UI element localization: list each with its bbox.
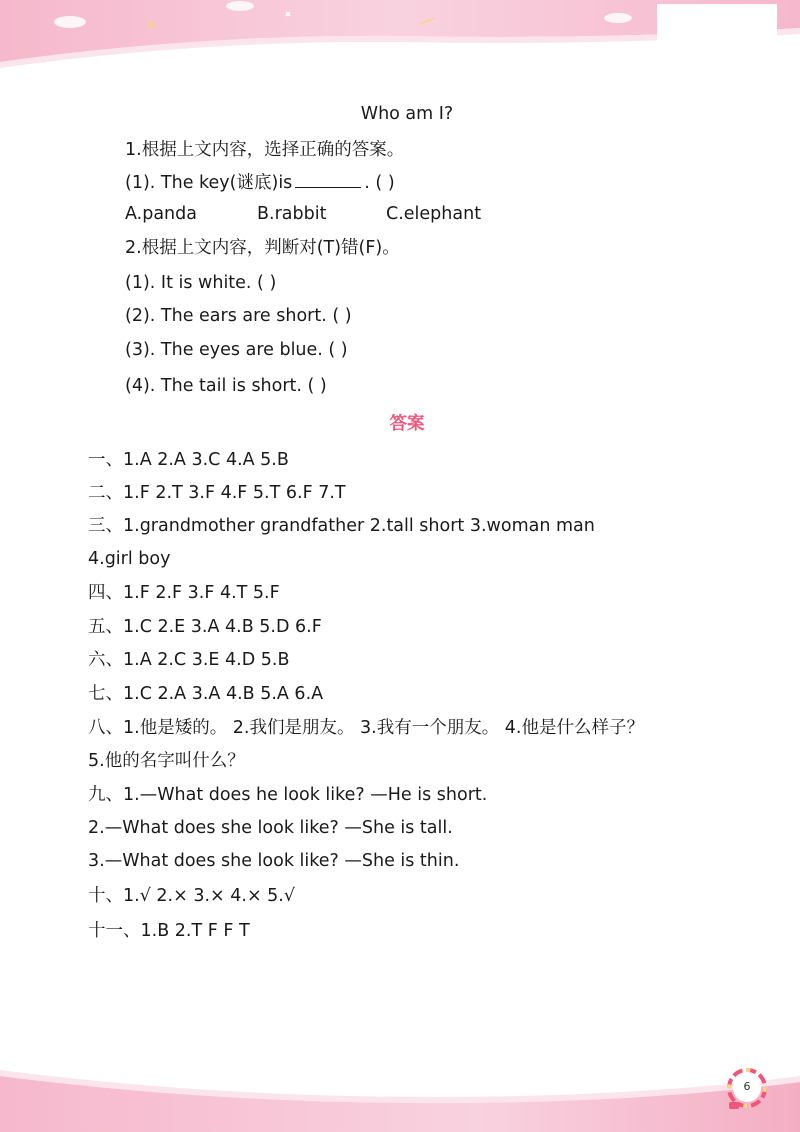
tf-item: (1). It is white. ( )	[125, 273, 277, 293]
answer-line: 2.—What does she look like? —She is tall.	[88, 818, 453, 838]
answer-line: 七、1.C 2.A 3.A 4.B 5.A 6.A	[88, 684, 324, 704]
answer-line: 4.girl boy	[88, 549, 171, 569]
answer-line: 二、1.F 2.T 3.F 4.F 5.T 6.F 7.T	[88, 483, 346, 503]
question-1-1-prefix: (1). The key(谜底)is	[125, 173, 293, 193]
answer-line: 八、1.他是矮的。 2.我们是朋友。 3.我有一个朋友。 4.他是什么样子？	[88, 718, 644, 738]
answer-line: 一、1.A 2.A 3.C 4.A 5.B	[88, 450, 289, 470]
answer-line: 5.他的名字叫什么？	[88, 751, 245, 771]
answer-line: 3.—What does she look like? —She is thin.	[88, 851, 460, 871]
tf-item: (3). The eyes are blue. ( )	[125, 340, 348, 360]
page-number: 6	[743, 1080, 751, 1093]
option-c: C.elephant	[386, 204, 482, 224]
section2-instruction: 2.根据上文内容，判断对(T)错(F)。	[125, 238, 400, 258]
answer-line: 四、1.F 2.F 3.F 4.T 5.F	[88, 583, 280, 603]
answer-line: 十、1.√ 2.× 3.× 4.× 5.√	[88, 886, 296, 906]
bottom-decorative-banner	[0, 1062, 800, 1132]
option-b: B.rabbit	[257, 204, 327, 224]
answer-line: 五、1.C 2.E 3.A 4.B 5.D 6.F	[88, 617, 322, 637]
section1-instruction: 1.根据上文内容，选择正确的答案。	[125, 140, 405, 160]
page-title: Who am I?	[360, 104, 454, 124]
answer-heading: 答案	[389, 414, 425, 434]
tf-item: (4). The tail is short. ( )	[125, 376, 327, 396]
answer-blank	[295, 173, 361, 188]
option-a: A.panda	[125, 204, 197, 224]
question-1-1-suffix: . ( )	[364, 173, 395, 193]
corner-label-box	[657, 4, 777, 44]
question-1-1	[125, 172, 395, 194]
answer-line: 九、1.—What does he look like? —He is short.	[88, 785, 488, 805]
answer-line: 十一、1.B 2.T F F T	[88, 921, 250, 941]
tf-item: (2). The ears are short. ( )	[125, 306, 352, 326]
answer-line: 三、1.grandmother grandfather 2.tall short 3.woman man	[88, 516, 595, 536]
answer-line: 六、1.A 2.C 3.E 4.D 5.B	[88, 650, 290, 670]
